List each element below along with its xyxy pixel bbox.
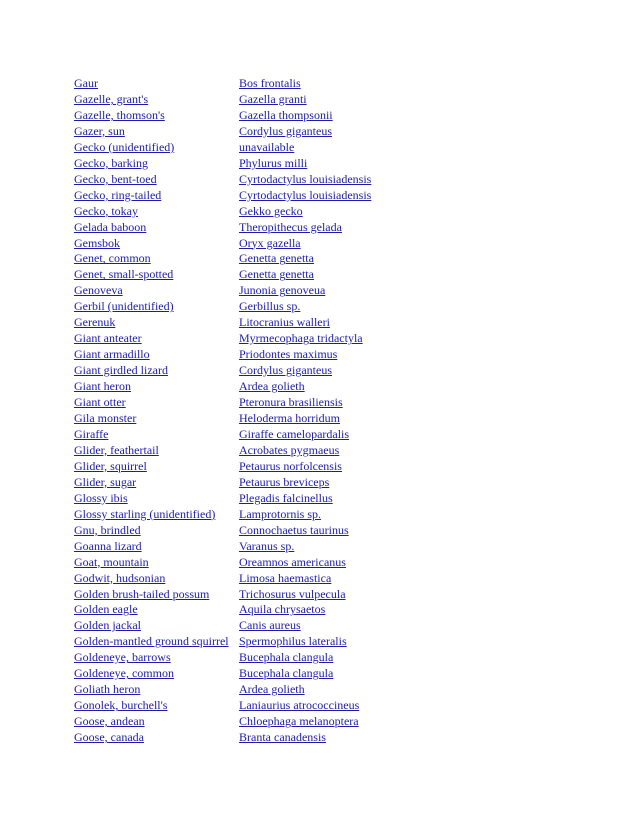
table-row	[74, 347, 371, 363]
scientific-name-link[interactable]: Gerbillus sp.	[239, 299, 301, 314]
scientific-name-link[interactable]: Branta canadensis	[239, 730, 326, 745]
common-name-cell	[74, 156, 239, 172]
common-name-link[interactable]: Goose, andean	[74, 714, 145, 729]
table-row	[74, 698, 371, 714]
common-name-cell	[74, 236, 239, 252]
scientific-name-cell	[239, 156, 371, 172]
table-row	[74, 92, 371, 108]
common-name-link[interactable]: Gecko (unidentified)	[74, 139, 175, 154]
table-row	[74, 299, 371, 315]
table-row	[74, 140, 371, 156]
common-name-cell	[74, 523, 239, 539]
scientific-name-cell	[239, 411, 371, 427]
table-row	[74, 730, 371, 746]
scientific-name-cell	[239, 267, 371, 283]
scientific-name-link[interactable]: Genetta genetta	[239, 251, 314, 266]
scientific-name-link[interactable]: Laniaurius atrococcineus	[239, 698, 360, 713]
scientific-name-cell	[239, 650, 371, 666]
scientific-name-link[interactable]: unavailable	[239, 139, 295, 154]
scientific-name-cell	[239, 618, 371, 634]
common-name-cell	[74, 283, 239, 299]
table-row	[74, 108, 371, 124]
common-name-cell	[74, 92, 239, 108]
table-row	[74, 267, 371, 283]
scientific-name-cell	[239, 459, 371, 475]
scientific-name-cell	[239, 172, 371, 188]
table-row	[74, 682, 371, 698]
scientific-name-cell	[239, 251, 371, 267]
common-name-link[interactable]: Godwit, hudsonian	[74, 570, 166, 585]
scientific-name-cell	[239, 395, 371, 411]
scientific-name-link[interactable]: Oreamnos americanus	[239, 554, 346, 569]
common-name-cell	[74, 443, 239, 459]
table-row	[74, 571, 371, 587]
scientific-name-link[interactable]: Spermophilus lateralis	[239, 634, 347, 649]
scientific-name-cell	[239, 730, 371, 746]
common-name-link[interactable]: Gazer, sun	[74, 123, 125, 138]
common-name-link[interactable]: Gonolek, burchell's	[74, 698, 168, 713]
common-name-cell	[74, 188, 239, 204]
table-row	[74, 363, 371, 379]
scientific-name-cell	[239, 124, 371, 140]
scientific-name-link[interactable]: Cyrtodactylus louisiadensis	[239, 187, 372, 202]
common-name-link[interactable]: Goldeneye, common	[74, 666, 174, 681]
common-name-link[interactable]: Gerbil (unidentified)	[74, 299, 174, 314]
scientific-name-link[interactable]: Genetta genetta	[239, 267, 314, 282]
scientific-name-cell	[239, 347, 371, 363]
common-name-cell	[74, 76, 239, 92]
scientific-name-link[interactable]: Chloephaga melanoptera	[239, 714, 359, 729]
common-name-link[interactable]: Glider, sugar	[74, 474, 137, 489]
table-row	[74, 124, 371, 140]
scientific-name-link[interactable]: Limosa haemastica	[239, 570, 332, 585]
common-name-cell	[74, 730, 239, 746]
scientific-name-link[interactable]: Acrobates pygmaeus	[239, 442, 340, 457]
common-name-link[interactable]: Glider, feathertail	[74, 442, 159, 457]
species-list	[74, 76, 371, 746]
scientific-name-link[interactable]: Priodontes maximus	[239, 347, 338, 362]
common-name-link[interactable]: Giraffe	[74, 426, 109, 441]
table-row	[74, 539, 371, 555]
common-name-link[interactable]: Giant armadillo	[74, 347, 150, 362]
common-name-cell	[74, 299, 239, 315]
table-row	[74, 507, 371, 523]
scientific-name-link[interactable]: Junonia genoveua	[239, 283, 326, 298]
scientific-name-link[interactable]: Ardea golieth	[239, 379, 305, 394]
common-name-link[interactable]: Genoveva	[74, 283, 123, 298]
table-row	[74, 523, 371, 539]
table-row	[74, 587, 371, 603]
table-row	[74, 76, 371, 92]
common-name-cell	[74, 698, 239, 714]
scientific-name-cell	[239, 331, 371, 347]
table-row	[74, 714, 371, 730]
scientific-name-cell	[239, 714, 371, 730]
common-name-cell	[74, 204, 239, 220]
common-name-cell	[74, 618, 239, 634]
scientific-name-link[interactable]: Connochaetus taurinus	[239, 522, 349, 537]
scientific-name-cell	[239, 682, 371, 698]
common-name-cell	[74, 587, 239, 603]
scientific-name-link[interactable]: Bos frontalis	[239, 76, 301, 90]
common-name-link[interactable]: Gemsbok	[74, 235, 120, 250]
common-name-cell	[74, 347, 239, 363]
scientific-name-cell	[239, 587, 371, 603]
common-name-link[interactable]: Gila monster	[74, 411, 137, 426]
common-name-cell	[74, 172, 239, 188]
scientific-name-cell	[239, 634, 371, 650]
common-name-link[interactable]: Genet, common	[74, 251, 151, 266]
scientific-name-link[interactable]: Bucephala clangula	[239, 650, 334, 665]
common-name-cell	[74, 363, 239, 379]
scientific-name-link[interactable]: Phylurus milli	[239, 155, 308, 170]
scientific-name-cell	[239, 315, 371, 331]
scientific-name-link[interactable]: Petaurus norfolcensis	[239, 458, 342, 473]
common-name-cell	[74, 124, 239, 140]
scientific-name-cell	[239, 236, 371, 252]
common-name-cell	[74, 315, 239, 331]
scientific-name-link[interactable]: Litocranius walleri	[239, 315, 330, 330]
common-name-link[interactable]: Gecko, tokay	[74, 203, 138, 218]
common-name-cell	[74, 140, 239, 156]
scientific-name-cell	[239, 602, 371, 618]
common-name-cell	[74, 331, 239, 347]
scientific-name-cell	[239, 666, 371, 682]
scientific-name-link[interactable]: Gazella thompsonii	[239, 107, 333, 122]
table-row	[74, 427, 371, 443]
scientific-name-link[interactable]: Trichosurus vulpecula	[239, 586, 346, 601]
common-name-link[interactable]: Golden eagle	[74, 602, 138, 617]
common-name-link[interactable]: Gazelle, grant's	[74, 91, 149, 106]
scientific-name-cell	[239, 220, 371, 236]
common-name-cell	[74, 714, 239, 730]
scientific-name-cell	[239, 491, 371, 507]
scientific-name-cell	[239, 571, 371, 587]
common-name-link[interactable]: Glider, squirrel	[74, 458, 147, 473]
table-row	[74, 331, 371, 347]
table-row	[74, 602, 371, 618]
scientific-name-link[interactable]: Theropithecus gelada	[239, 219, 342, 234]
common-name-cell	[74, 666, 239, 682]
scientific-name-cell	[239, 299, 371, 315]
common-name-cell	[74, 491, 239, 507]
scientific-name-link[interactable]: Gazella granti	[239, 91, 307, 106]
common-name-link[interactable]: Goliath heron	[74, 682, 141, 697]
table-row	[74, 236, 371, 252]
common-name-cell	[74, 539, 239, 555]
species-table	[74, 76, 371, 746]
scientific-name-cell	[239, 427, 371, 443]
table-row	[74, 204, 371, 220]
scientific-name-link[interactable]: Cordylus giganteus	[239, 363, 332, 378]
table-row	[74, 650, 371, 666]
common-name-cell	[74, 507, 239, 523]
scientific-name-link[interactable]: Lamprotornis sp.	[239, 506, 321, 521]
scientific-name-link[interactable]: Cyrtodactylus louisiadensis	[239, 171, 372, 186]
common-name-cell	[74, 108, 239, 124]
common-name-cell	[74, 571, 239, 587]
common-name-cell	[74, 555, 239, 571]
scientific-name-cell	[239, 188, 371, 204]
scientific-name-link[interactable]: Oryx gazella	[239, 235, 301, 250]
scientific-name-cell	[239, 108, 371, 124]
scientific-name-cell	[239, 92, 371, 108]
common-name-cell	[74, 475, 239, 491]
scientific-name-link[interactable]: Petaurus breviceps	[239, 474, 330, 489]
scientific-name-cell	[239, 698, 371, 714]
common-name-link[interactable]: Gaur	[74, 76, 98, 90]
scientific-name-cell	[239, 539, 371, 555]
table-row	[74, 188, 371, 204]
common-name-link[interactable]: Gelada baboon	[74, 219, 147, 234]
common-name-link[interactable]: Gerenuk	[74, 315, 116, 330]
table-row	[74, 443, 371, 459]
table-row	[74, 156, 371, 172]
scientific-name-link[interactable]: Gekko gecko	[239, 203, 303, 218]
common-name-link[interactable]: Genet, small-spotted	[74, 267, 174, 282]
scientific-name-link[interactable]: Myrmecophaga tridactyla	[239, 331, 363, 346]
common-name-cell	[74, 427, 239, 443]
table-row	[74, 618, 371, 634]
table-row	[74, 459, 371, 475]
scientific-name-link[interactable]: Plegadis falcinellus	[239, 490, 333, 505]
scientific-name-link[interactable]: Cordylus giganteus	[239, 123, 332, 138]
common-name-cell	[74, 251, 239, 267]
table-row	[74, 411, 371, 427]
common-name-link[interactable]: Gecko, ring-tailed	[74, 187, 162, 202]
common-name-link[interactable]: Gecko, bent-toed	[74, 171, 157, 186]
common-name-link[interactable]: Goanna lizard	[74, 538, 142, 553]
common-name-link[interactable]: Gnu, brindled	[74, 522, 141, 537]
common-name-link[interactable]: Glossy ibis	[74, 490, 128, 505]
common-name-cell	[74, 220, 239, 236]
table-row	[74, 283, 371, 299]
table-row	[74, 379, 371, 395]
species-table-body	[74, 76, 371, 746]
common-name-cell	[74, 634, 239, 650]
common-name-cell	[74, 650, 239, 666]
scientific-name-link[interactable]: Pteronura brasiliensis	[239, 395, 343, 410]
table-row	[74, 491, 371, 507]
common-name-cell	[74, 267, 239, 283]
common-name-link[interactable]: Glossy starling (unidentified)	[74, 506, 216, 521]
common-name-cell	[74, 682, 239, 698]
scientific-name-cell	[239, 379, 371, 395]
common-name-link[interactable]: Giant heron	[74, 379, 131, 394]
scientific-name-cell	[239, 555, 371, 571]
scientific-name-cell	[239, 443, 371, 459]
table-row	[74, 251, 371, 267]
common-name-link[interactable]: Goat, mountain	[74, 554, 149, 569]
common-name-link[interactable]: Giant girdled lizard	[74, 363, 168, 378]
scientific-name-link[interactable]: Varanus sp.	[239, 538, 295, 553]
common-name-cell	[74, 395, 239, 411]
table-row	[74, 666, 371, 682]
table-row	[74, 634, 371, 650]
scientific-name-link[interactable]: Ardea golieth	[239, 682, 305, 697]
common-name-link[interactable]: Giant otter	[74, 395, 126, 410]
common-name-link[interactable]: Goldeneye, barrows	[74, 650, 171, 665]
common-name-link[interactable]: Goose, canada	[74, 730, 144, 745]
table-row	[74, 475, 371, 491]
common-name-cell	[74, 411, 239, 427]
table-row	[74, 220, 371, 236]
scientific-name-cell	[239, 76, 371, 92]
table-row	[74, 172, 371, 188]
common-name-link[interactable]: Golden brush-tailed possum	[74, 586, 210, 601]
common-name-link[interactable]: Giant anteater	[74, 331, 142, 346]
common-name-link[interactable]: Gecko, barking	[74, 155, 148, 170]
scientific-name-link[interactable]: Heloderma horridum	[239, 411, 340, 426]
common-name-link[interactable]: Golden jackal	[74, 618, 141, 633]
scientific-name-link[interactable]: Canis aureus	[239, 618, 301, 633]
common-name-cell	[74, 379, 239, 395]
common-name-link[interactable]: Golden-mantled ground squirrel	[74, 634, 229, 649]
scientific-name-cell	[239, 523, 371, 539]
scientific-name-link[interactable]: Bucephala clangula	[239, 666, 334, 681]
scientific-name-cell	[239, 283, 371, 299]
scientific-name-cell	[239, 140, 371, 156]
scientific-name-cell	[239, 507, 371, 523]
scientific-name-link[interactable]: Giraffe camelopardalis	[239, 426, 350, 441]
scientific-name-cell	[239, 204, 371, 220]
common-name-link[interactable]: Gazelle, thomson's	[74, 107, 165, 122]
scientific-name-link[interactable]: Aquila chrysaetos	[239, 602, 326, 617]
table-row	[74, 555, 371, 571]
common-name-cell	[74, 459, 239, 475]
common-name-cell	[74, 602, 239, 618]
table-row	[74, 315, 371, 331]
scientific-name-cell	[239, 363, 371, 379]
table-row	[74, 395, 371, 411]
scientific-name-cell	[239, 475, 371, 491]
